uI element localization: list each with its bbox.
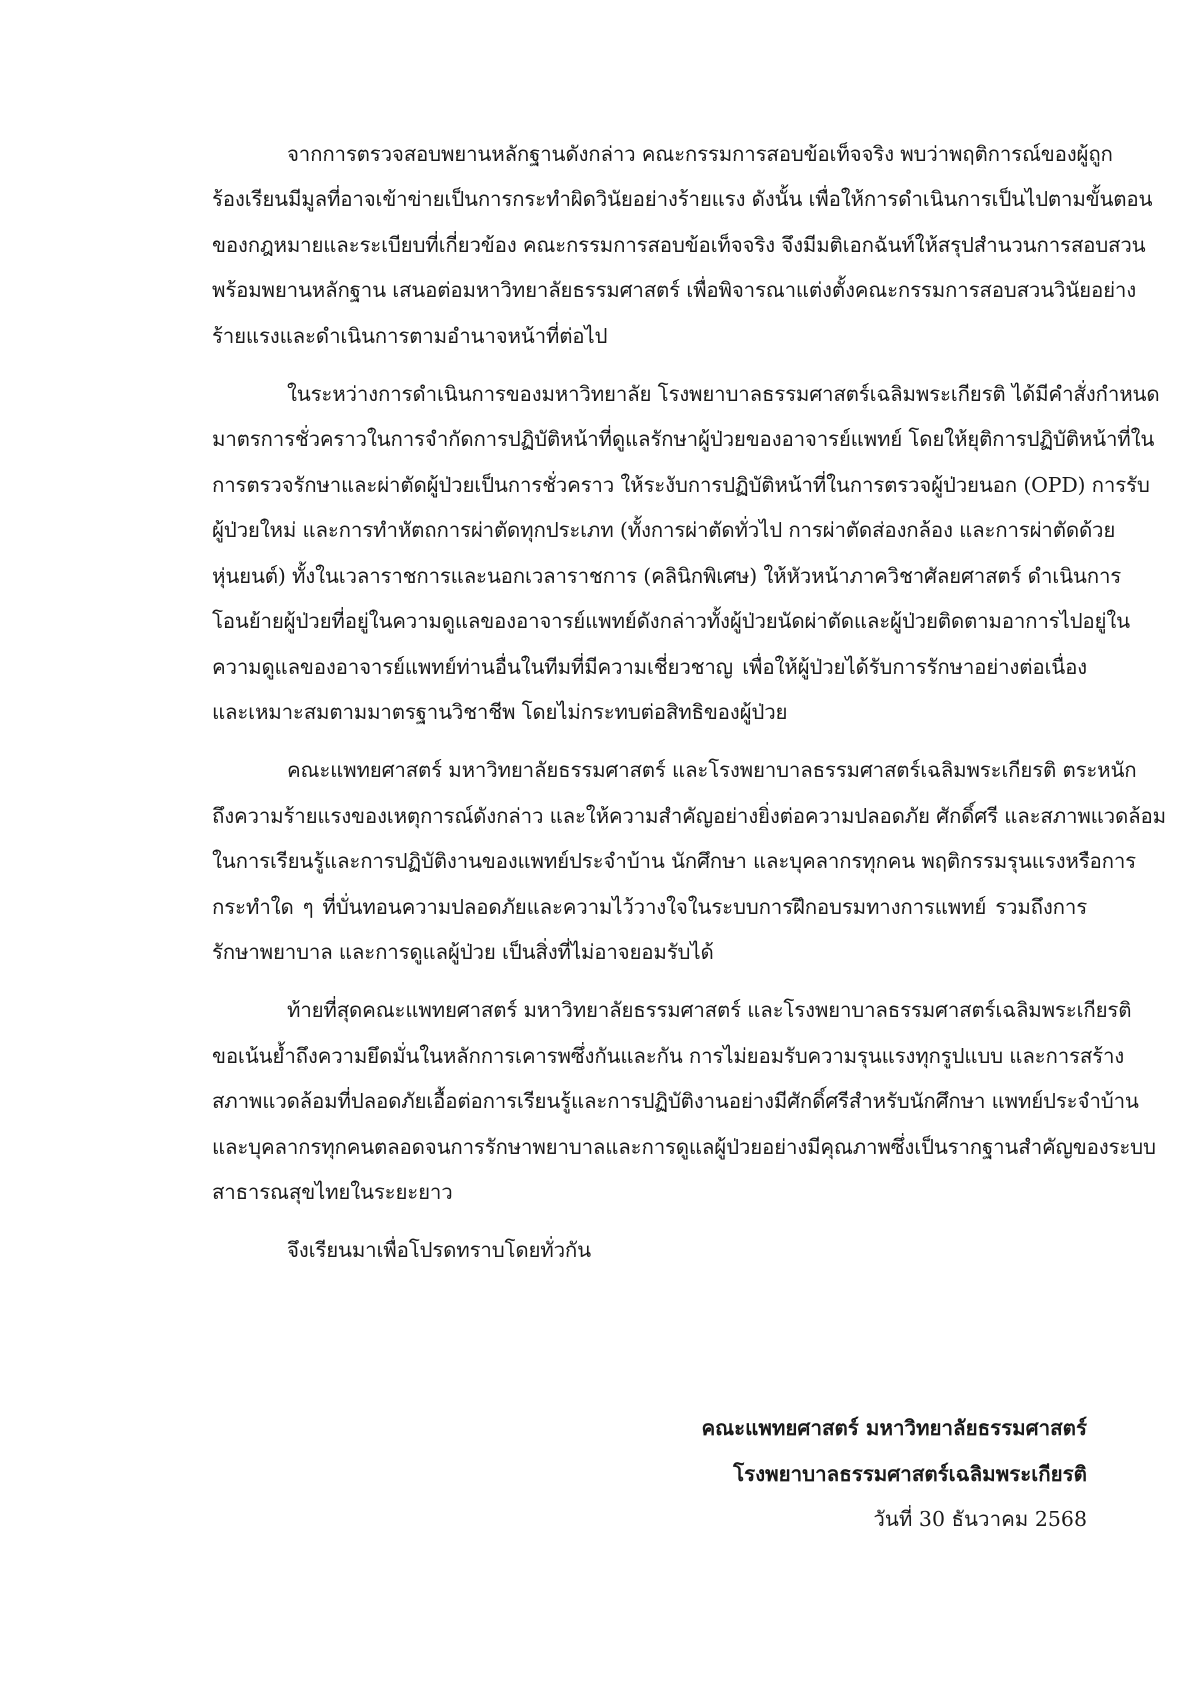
- text-line: ของกฎหมายและระเบียบที่เกี่ยวข้อง คณะกรรมการสอบข้อเท็จจริง จึงมีมติเอกฉันท์ให้สรุปสำนวนการสอบสวน: [212, 233, 1146, 257]
- text-line: คณะแพทยศาสตร์ มหาวิทยาลัยธรรมศาสตร์ และโรงพยาบาลธรรมศาสตร์เฉลิมพระเกียรติ ตระหนัก: [287, 758, 1137, 782]
- text-line: ในระหว่างการดำเนินการของมหาวิทยาลัย โรงพยาบาลธรรมศาสตร์เฉลิมพระเกียรติ ได้มีคำสั่งกำหนด: [287, 382, 1160, 406]
- text-line: สาธารณสุขไทยในระยะยาว: [212, 1180, 453, 1204]
- text-line: โอนย้ายผู้ป่วยที่อยู่ในความดูแลของอาจารย์แพทย์ดังกล่าวทั้งผู้ป่วยนัดผ่าตัดและผู้ป่วยติดตามอาการไปอยู่ใน: [212, 609, 1130, 633]
- signature-date: วันที่ 30 ธันวาคม 2568: [873, 1507, 1087, 1531]
- text-line: ถึงความร้ายแรงของเหตุการณ์ดังกล่าว และให้ความสำคัญอย่างยิ่งต่อความปลอดภัย ศักดิ์ศรี และสภาพแวดล้อม: [212, 804, 1166, 828]
- signature-organization-hospital: โรงพยาบาลธรรมศาสตร์เฉลิมพระเกียรติ: [733, 1462, 1087, 1486]
- text-line: หุ่นยนต์) ทั้งในเวลาราชการและนอกเวลาราชการ (คลินิกพิเศษ) ให้หัวหน้าภาควิชาศัลยศาสตร์ ดำเนินการ: [212, 564, 1122, 588]
- text-line: พร้อมพยานหลักฐาน เสนอต่อมหาวิทยาลัยธรรมศาสตร์ เพื่อพิจารณาแต่งตั้งคณะกรรมการสอบสวนวินัยอย่าง: [212, 278, 1137, 302]
- text-line: กระทำใด ๆ ที่บั่นทอนความปลอดภัยและความไว้วางใจในระบบการฝึกอบรมทางการแพทย์ รวมถึงการ: [212, 895, 1087, 919]
- signature-organization-faculty: คณะแพทยศาสตร์ มหาวิทยาลัยธรรมศาสตร์: [701, 1416, 1087, 1440]
- text-line: ร้องเรียนมีมูลที่อาจเข้าข่ายเป็นการกระทำผิดวินัยอย่างร้ายแรง ดังนั้น เพื่อให้การดำเนินการเป็นไปตามขั้นตอน: [212, 187, 1153, 211]
- text-line: มาตรการชั่วคราวในการจำกัดการปฏิบัติหน้าที่ดูแลรักษาผู้ป่วยของอาจารย์แพทย์ โดยให้ยุติการปฏิบัติหน้าที่ใน: [212, 427, 1155, 451]
- text-line: จากการตรวจสอบพยานหลักฐานดังกล่าว คณะกรรมการสอบข้อเท็จจริง พบว่าพฤติการณ์ของผู้ถูก: [287, 142, 1113, 166]
- text-line: ท้ายที่สุดคณะแพทยศาสตร์ มหาวิทยาลัยธรรมศาสตร์ และโรงพยาบาลธรรมศาสตร์เฉลิมพระเกียรติ: [287, 998, 1132, 1022]
- text-line: รักษาพยาบาล และการดูแลผู้ป่วย เป็นสิ่งที่ไม่อาจยอมรับได้: [212, 940, 714, 964]
- text-line: และเหมาะสมตามมาตรฐานวิชาชีพ โดยไม่กระทบต่อสิทธิของผู้ป่วย: [212, 700, 788, 724]
- text-line: และบุคลากรทุกคนตลอดจนการรักษาพยาบาลและการดูแลผู้ป่วยอย่างมีคุณภาพซึ่งเป็นรากฐานสำคัญของระบบ: [212, 1135, 1156, 1159]
- text-line: ขอเน้นย้ำถึงความยึดมั่นในหลักการเคารพซึ่งกันและกัน การไม่ยอมรับความรุนแรงทุกรูปแบบ และการสร้าง: [212, 1044, 1125, 1068]
- text-line: จึงเรียนมาเพื่อโปรดทราบโดยทั่วกัน: [287, 1238, 591, 1262]
- text-line: สภาพแวดล้อมที่ปลอดภัยเอื้อต่อการเรียนรู้และการปฏิบัติงานอย่างมีศักดิ์ศรีสำหรับนักศึกษา แพทย์ประจำบ้าน: [212, 1089, 1139, 1113]
- text-line: ผู้ป่วยใหม่ และการทำหัตถการผ่าตัดทุกประเภท (ทั้งการผ่าตัดทั่วไป การผ่าตัดส่องกล้อง และการผ่าตัดด้วย: [212, 518, 1116, 542]
- text-line: การตรวจรักษาและผ่าตัดผู้ป่วยเป็นการชั่วคราว ให้ระงับการปฏิบัติหน้าที่ในการตรวจผู้ป่วยนอก (OPD) การรับ: [212, 473, 1150, 497]
- text-line: ร้ายแรงและดำเนินการตามอำนาจหน้าที่ต่อไป: [212, 324, 608, 348]
- text-line: ในการเรียนรู้และการปฏิบัติงานของแพทย์ประจำบ้าน นักศึกษา และบุคลากรทุกคน พฤติกรรมรุนแรงหรือการ: [212, 849, 1136, 873]
- text-line: ความดูแลของอาจารย์แพทย์ท่านอื่นในทีมที่มีความเชี่ยวชาญ เพื่อให้ผู้ป่วยได้รับการรักษาอย่างต่อเนื่อง: [212, 655, 1087, 679]
